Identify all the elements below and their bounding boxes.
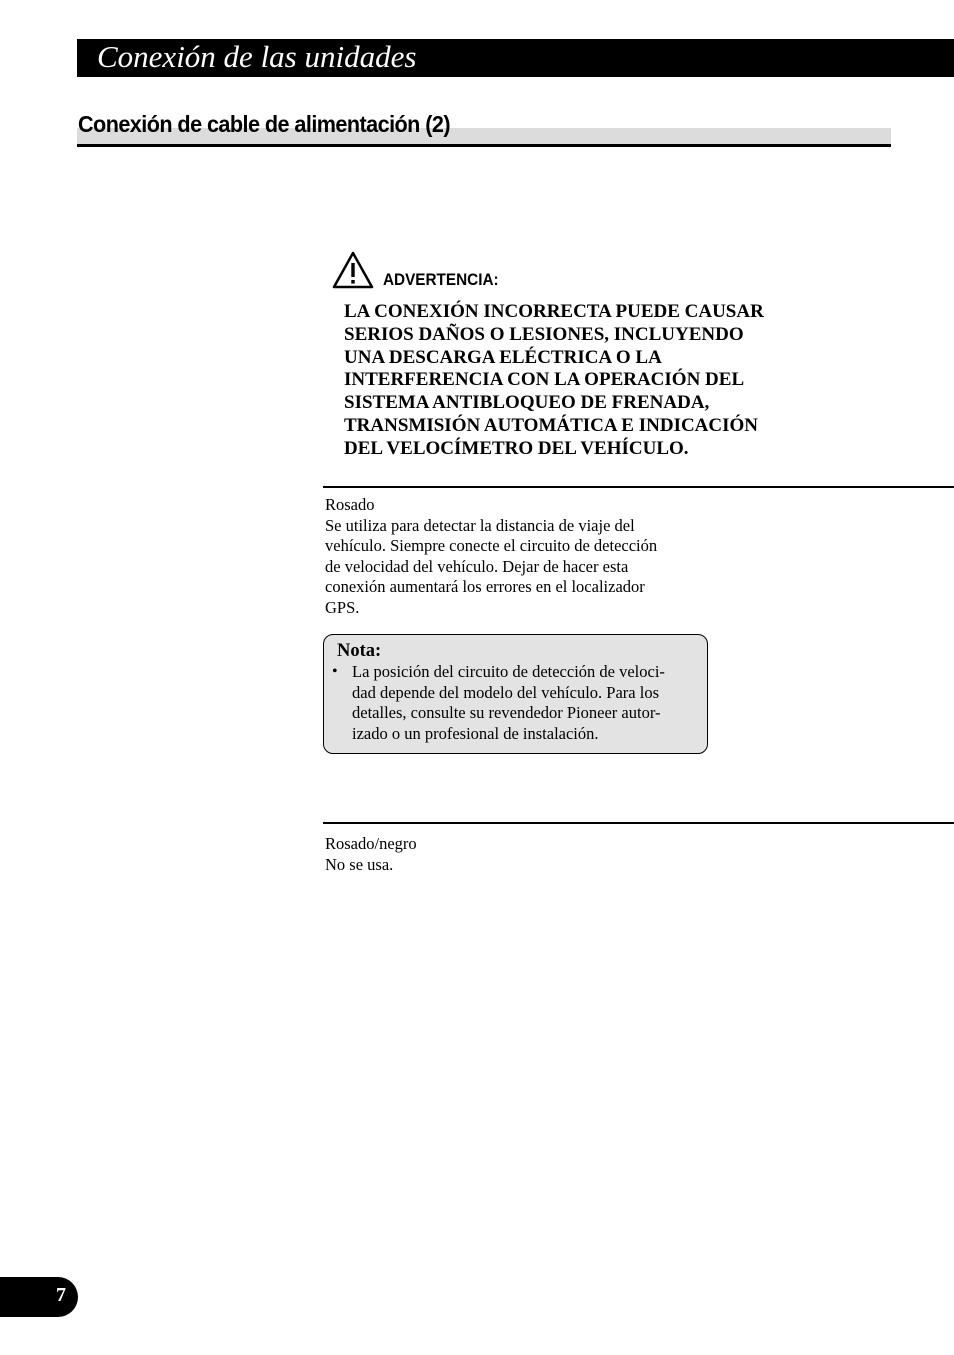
warning-line: LA CONEXIÓN INCORRECTA PUEDE CAUSAR (344, 301, 764, 322)
note-line: dad depende del modelo del vehículo. Para los (352, 682, 659, 702)
warning-line: TRANSMISIÓN AUTOMÁTICA E INDICACIÓN (344, 414, 759, 436)
section-title: Conexión de cable de alimentación (2) (78, 111, 450, 137)
warning-label: ADVERTENCIA: (383, 270, 499, 289)
divider-rule (323, 822, 954, 824)
wire-color-label: Rosado (325, 495, 375, 514)
warning-triangle-icon (332, 251, 374, 289)
warning-line: UNA DESCARGA ELÉCTRICA O LA (344, 346, 662, 368)
wire-description-line: vehículo. Siempre conecte el circuito de detección (325, 536, 658, 556)
wire-description-rosado-negro (325, 834, 417, 875)
page-number-tab (0, 1277, 78, 1317)
chapter-header (77, 39, 954, 77)
warning-line: SISTEMA ANTIBLOQUEO DE FRENADA, (344, 392, 710, 414)
note-box (323, 634, 708, 754)
wire-description-line: Se utiliza para detectar la distancia de viaje del (325, 515, 635, 535)
warning-line: INTERFERENCIA CON LA OPERACIÓN DEL (344, 369, 745, 391)
note-title: Nota: (337, 641, 382, 661)
section-heading-rule (77, 144, 891, 147)
note-line: izado o un profesional de instalación. (352, 723, 599, 743)
warning-line: SERIOS DAÑOS O LESIONES, INCLUYENDO (344, 323, 744, 345)
wire-description-line: No se usa. (325, 854, 394, 874)
divider-rule (323, 486, 954, 488)
note-line: La posición del circuito de detección de veloci- (352, 662, 665, 681)
wire-description-rosado (325, 495, 657, 619)
warning-line: DEL VELOCÍMETRO DEL VEHÍCULO. (344, 437, 689, 459)
chapter-title: Conexión de las unidades (97, 39, 417, 74)
wire-description-line: conexión aumentará los errores en el localizador (325, 577, 645, 597)
wire-description-line: de velocidad del vehículo. Dejar de hacer esta (325, 556, 629, 576)
wire-description-line: GPS. (325, 597, 360, 617)
bullet-icon: • (332, 663, 338, 680)
warning-text (344, 301, 824, 461)
note-line: detalles, consulte su revendedor Pioneer autor- (352, 703, 661, 723)
page-number: 7 (56, 1284, 66, 1306)
note-text (352, 662, 665, 744)
wire-color-label: Rosado/negro (325, 834, 417, 853)
